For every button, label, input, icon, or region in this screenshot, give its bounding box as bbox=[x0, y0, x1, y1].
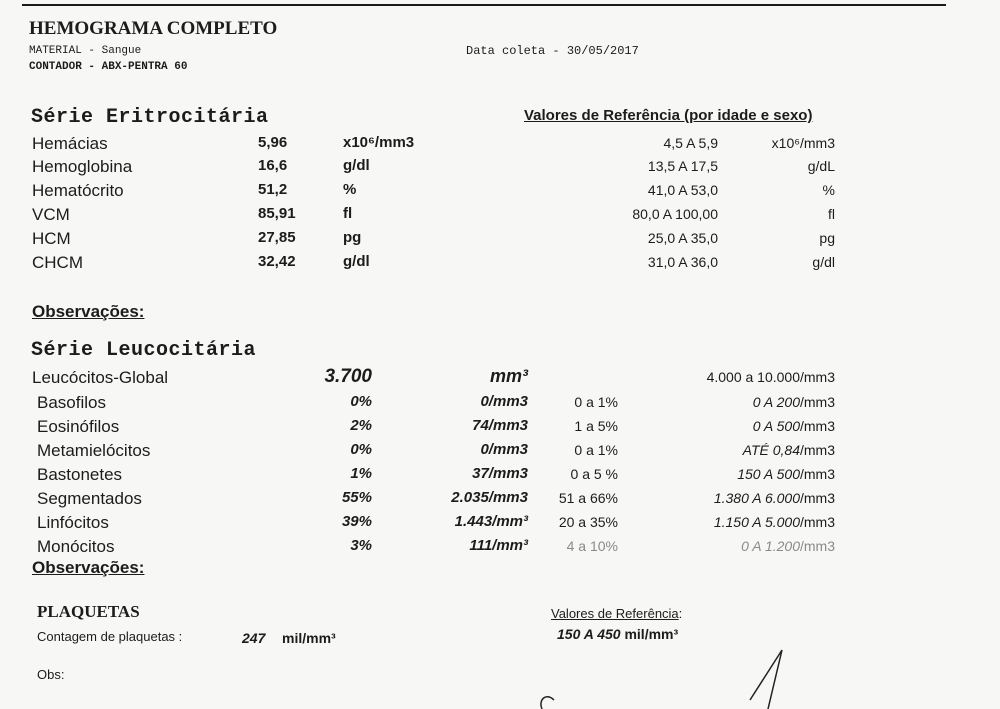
eritro-row-label: Hemácias bbox=[32, 134, 108, 153]
eritro-row-label: Hemoglobina bbox=[32, 157, 133, 176]
eritro-row-ref: 13,5 A 17,5 bbox=[647, 158, 718, 174]
leuco-row-ref: 0 A 1.200/mm3 bbox=[741, 538, 835, 554]
eritro-row-unit: % bbox=[343, 181, 357, 198]
eritro-row-ref-unit: g/dL bbox=[807, 158, 835, 174]
eritro-row-ref: 80,0 A 100,00 bbox=[632, 206, 718, 222]
leuco-row-pct: 3% bbox=[350, 537, 372, 554]
leuco-row-range: 0 a 1% bbox=[574, 394, 618, 410]
leuco-row-label: Segmentados bbox=[37, 489, 142, 508]
leuco-row-ref: 150 A 500/mm3 bbox=[737, 466, 835, 482]
leuco-row-ref: 1.380 A 6.000/mm3 bbox=[713, 490, 835, 506]
contador-line: CONTADOR - ABX-PENTRA 60 bbox=[29, 61, 188, 73]
leuco-row-pct: 2% bbox=[350, 417, 372, 434]
leuco-row-pct: 1% bbox=[350, 465, 372, 482]
leuco-row-abs: 0/mm3 bbox=[480, 393, 528, 410]
leuco-row-range: 0 a 5 % bbox=[570, 466, 618, 482]
leuco-row-label: Basofilos bbox=[37, 393, 106, 412]
leuco-row-ref: ATÉ 0,84/mm3 bbox=[742, 442, 835, 458]
leuco-row-pct: 39% bbox=[341, 513, 372, 530]
leuco-section-title: Série Leucocitária bbox=[31, 339, 257, 362]
leuco-row-label: Linfócitos bbox=[37, 513, 109, 532]
leuco-row-range: 0 a 1% bbox=[574, 442, 618, 458]
eritro-row-ref-unit: g/dl bbox=[812, 254, 835, 270]
leuco-global-unit: mm³ bbox=[489, 366, 528, 386]
eritro-row-value: 27,85 bbox=[258, 229, 296, 246]
plaquetas-label: Contagem de plaquetas : bbox=[37, 629, 183, 644]
obs-eritro: Observações: bbox=[32, 302, 145, 321]
plaquetas-unit: mil/mm³ bbox=[282, 630, 336, 646]
leuco-row-abs: 111/mm³ bbox=[469, 537, 528, 554]
eritro-row-ref-unit: pg bbox=[819, 230, 835, 246]
leuco-row-ref: 1.150 A 5.000/mm3 bbox=[713, 514, 835, 530]
leuco-row-abs: 74/mm3 bbox=[472, 417, 528, 434]
leuco-row-label: Eosinófilos bbox=[37, 417, 120, 436]
eritro-row-label: VCM bbox=[32, 205, 70, 224]
eritro-row-value: 5,96 bbox=[258, 134, 288, 151]
eritro-row-ref-unit: x10⁶/mm3 bbox=[771, 135, 835, 151]
obs-plaquetas: Obs: bbox=[37, 667, 65, 682]
data-coleta: Data coleta - 30/05/2017 bbox=[466, 44, 639, 58]
leuco-row-label: Metamielócitos bbox=[37, 441, 151, 460]
eritro-row-unit: fl bbox=[343, 205, 353, 222]
eritro-ref-title: Valores de Referência (por idade e sexo) bbox=[524, 107, 813, 124]
eritro-row-unit: x10⁶/mm3 bbox=[343, 134, 415, 151]
top-rule bbox=[22, 4, 946, 6]
eritro-row-value: 51,2 bbox=[258, 181, 288, 198]
eritro-row-ref-unit: % bbox=[822, 182, 835, 198]
leuco-global-ref: 4.000 a 10.000/mm3 bbox=[706, 369, 835, 385]
eritro-row-ref: 25,0 A 35,0 bbox=[647, 230, 718, 246]
eritro-row-label: Hematócrito bbox=[32, 181, 124, 200]
signature-mark bbox=[520, 640, 820, 709]
eritro-row-ref: 31,0 A 36,0 bbox=[647, 254, 718, 270]
leuco-row-pct: 0% bbox=[350, 393, 372, 410]
leuco-row-abs: 1.443/mm³ bbox=[454, 513, 528, 530]
material-line: MATERIAL - Sangue bbox=[29, 45, 142, 57]
leuco-row-range: 1 a 5% bbox=[574, 418, 618, 434]
plaquetas-ref: 150 A 450 mil/mm³ bbox=[557, 626, 679, 642]
leuco-row-label: Monócitos bbox=[37, 537, 115, 556]
leuco-row-pct: 0% bbox=[350, 441, 372, 458]
leuco-row-ref: 0 A 500/mm3 bbox=[752, 418, 835, 434]
leuco-row-ref: 0 A 200/mm3 bbox=[752, 394, 835, 410]
leuco-global-value: 3.700 bbox=[324, 366, 372, 387]
obs-leuco: Observações: bbox=[32, 558, 145, 577]
eritro-row-label: HCM bbox=[32, 229, 71, 248]
eritro-row-label: CHCM bbox=[32, 253, 83, 272]
plaquetas-ref-title: Valores de Referência: bbox=[551, 606, 683, 621]
leuco-row-label: Bastonetes bbox=[37, 465, 123, 484]
leuco-global-label: Leucócitos-Global bbox=[32, 368, 169, 387]
leuco-row-range: 51 a 66% bbox=[558, 490, 618, 506]
report-title: HEMOGRAMA COMPLETO bbox=[29, 18, 278, 39]
eritro-row-value: 16,6 bbox=[258, 157, 288, 174]
plaquetas-title: PLAQUETAS bbox=[37, 602, 140, 621]
leuco-row-range: 20 a 35% bbox=[558, 514, 618, 530]
leuco-row-abs: 0/mm3 bbox=[480, 441, 528, 458]
eritro-row-ref: 4,5 A 5,9 bbox=[663, 135, 718, 151]
leuco-row-abs: 37/mm3 bbox=[472, 465, 528, 482]
eritro-section-title: Série Eritrocitária bbox=[31, 106, 269, 129]
plaquetas-value: 247 bbox=[242, 630, 266, 646]
eritro-row-value: 32,42 bbox=[258, 253, 296, 270]
leuco-row-abs: 2.035/mm3 bbox=[451, 489, 528, 506]
eritro-row-unit: g/dl bbox=[343, 157, 370, 174]
eritro-row-ref-unit: fl bbox=[828, 206, 835, 222]
eritro-row-unit: g/dl bbox=[343, 253, 370, 270]
eritro-row-ref: 41,0 A 53,0 bbox=[647, 182, 718, 198]
leuco-row-range: 4 a 10% bbox=[566, 538, 618, 554]
eritro-row-value: 85,91 bbox=[258, 205, 296, 222]
leuco-row-pct: 55% bbox=[341, 489, 372, 506]
eritro-row-unit: pg bbox=[343, 229, 362, 246]
